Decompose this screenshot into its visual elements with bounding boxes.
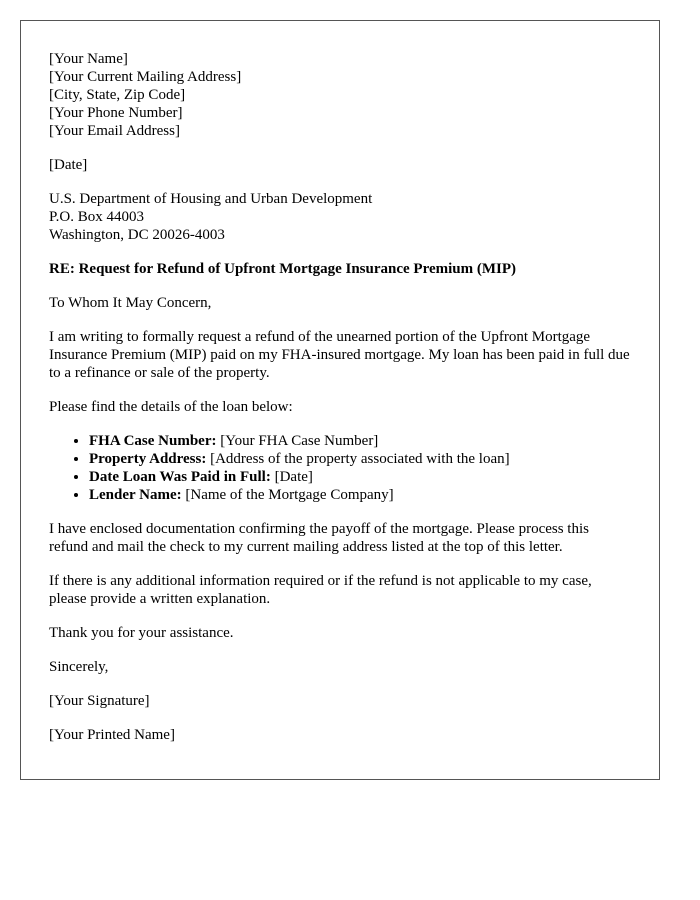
list-item <box>89 468 631 486</box>
closing: Sincerely, <box>49 659 109 675</box>
sender-city-state-zip: [City, State, Zip Code] <box>49 87 186 103</box>
sender-address: [Your Current Mailing Address] <box>49 69 242 85</box>
detail-value: [Name of the Mortgage Company] <box>181 487 394 503</box>
detail-label: Lender Name: <box>89 487 182 503</box>
printed-name: [Your Printed Name] <box>49 727 175 743</box>
detail-value: [Date] <box>270 469 313 485</box>
letter-page <box>20 20 660 780</box>
sender-name: [Your Name] <box>49 51 128 67</box>
additional-paragraph: If there is any additional information required or if the refund is not applicable to my case, please provide a written explanation. <box>49 573 592 607</box>
recipient-block <box>49 190 631 244</box>
recipient-org: U.S. Department of Housing and Urban Development <box>49 191 373 207</box>
recipient-city: Washington, DC 20026-4003 <box>49 227 225 243</box>
detail-value: [Your FHA Case Number] <box>216 433 379 449</box>
list-item <box>89 432 631 450</box>
detail-value: [Address of the property associated with the loan] <box>206 451 510 467</box>
sender-phone: [Your Phone Number] <box>49 105 183 121</box>
detail-label: Date Loan Was Paid in Full: <box>89 469 271 485</box>
signature: [Your Signature] <box>49 693 150 709</box>
list-item <box>89 450 631 468</box>
salutation: To Whom It May Concern, <box>49 295 212 311</box>
sender-email: [Your Email Address] <box>49 123 180 139</box>
sender-block <box>49 50 631 140</box>
enclosed-paragraph: I have enclosed documentation confirming the payoff of the mortgage. Please process this refund and mail the check to my current mailing address listed at the top of this letter. <box>49 521 589 555</box>
loan-details-list <box>49 432 631 504</box>
recipient-po-box: P.O. Box 44003 <box>49 209 145 225</box>
thanks-paragraph: Thank you for your assistance. <box>49 625 234 641</box>
detail-label: FHA Case Number: <box>89 433 217 449</box>
subject-line: RE: Request for Refund of Upfront Mortgage Insurance Premium (MIP) <box>49 261 517 277</box>
list-item <box>89 486 631 504</box>
letter-date: [Date] <box>49 157 88 173</box>
intro-paragraph: I am writing to formally request a refund of the unearned portion of the Upfront Mortgage Insurance Premium (MIP) paid on my FHA-insured mortgage. My loan has been paid in full due to a refinance or sale of the property. <box>49 329 630 381</box>
details-intro-paragraph: Please find the details of the loan below: <box>49 399 293 415</box>
detail-label: Property Address: <box>89 451 207 467</box>
